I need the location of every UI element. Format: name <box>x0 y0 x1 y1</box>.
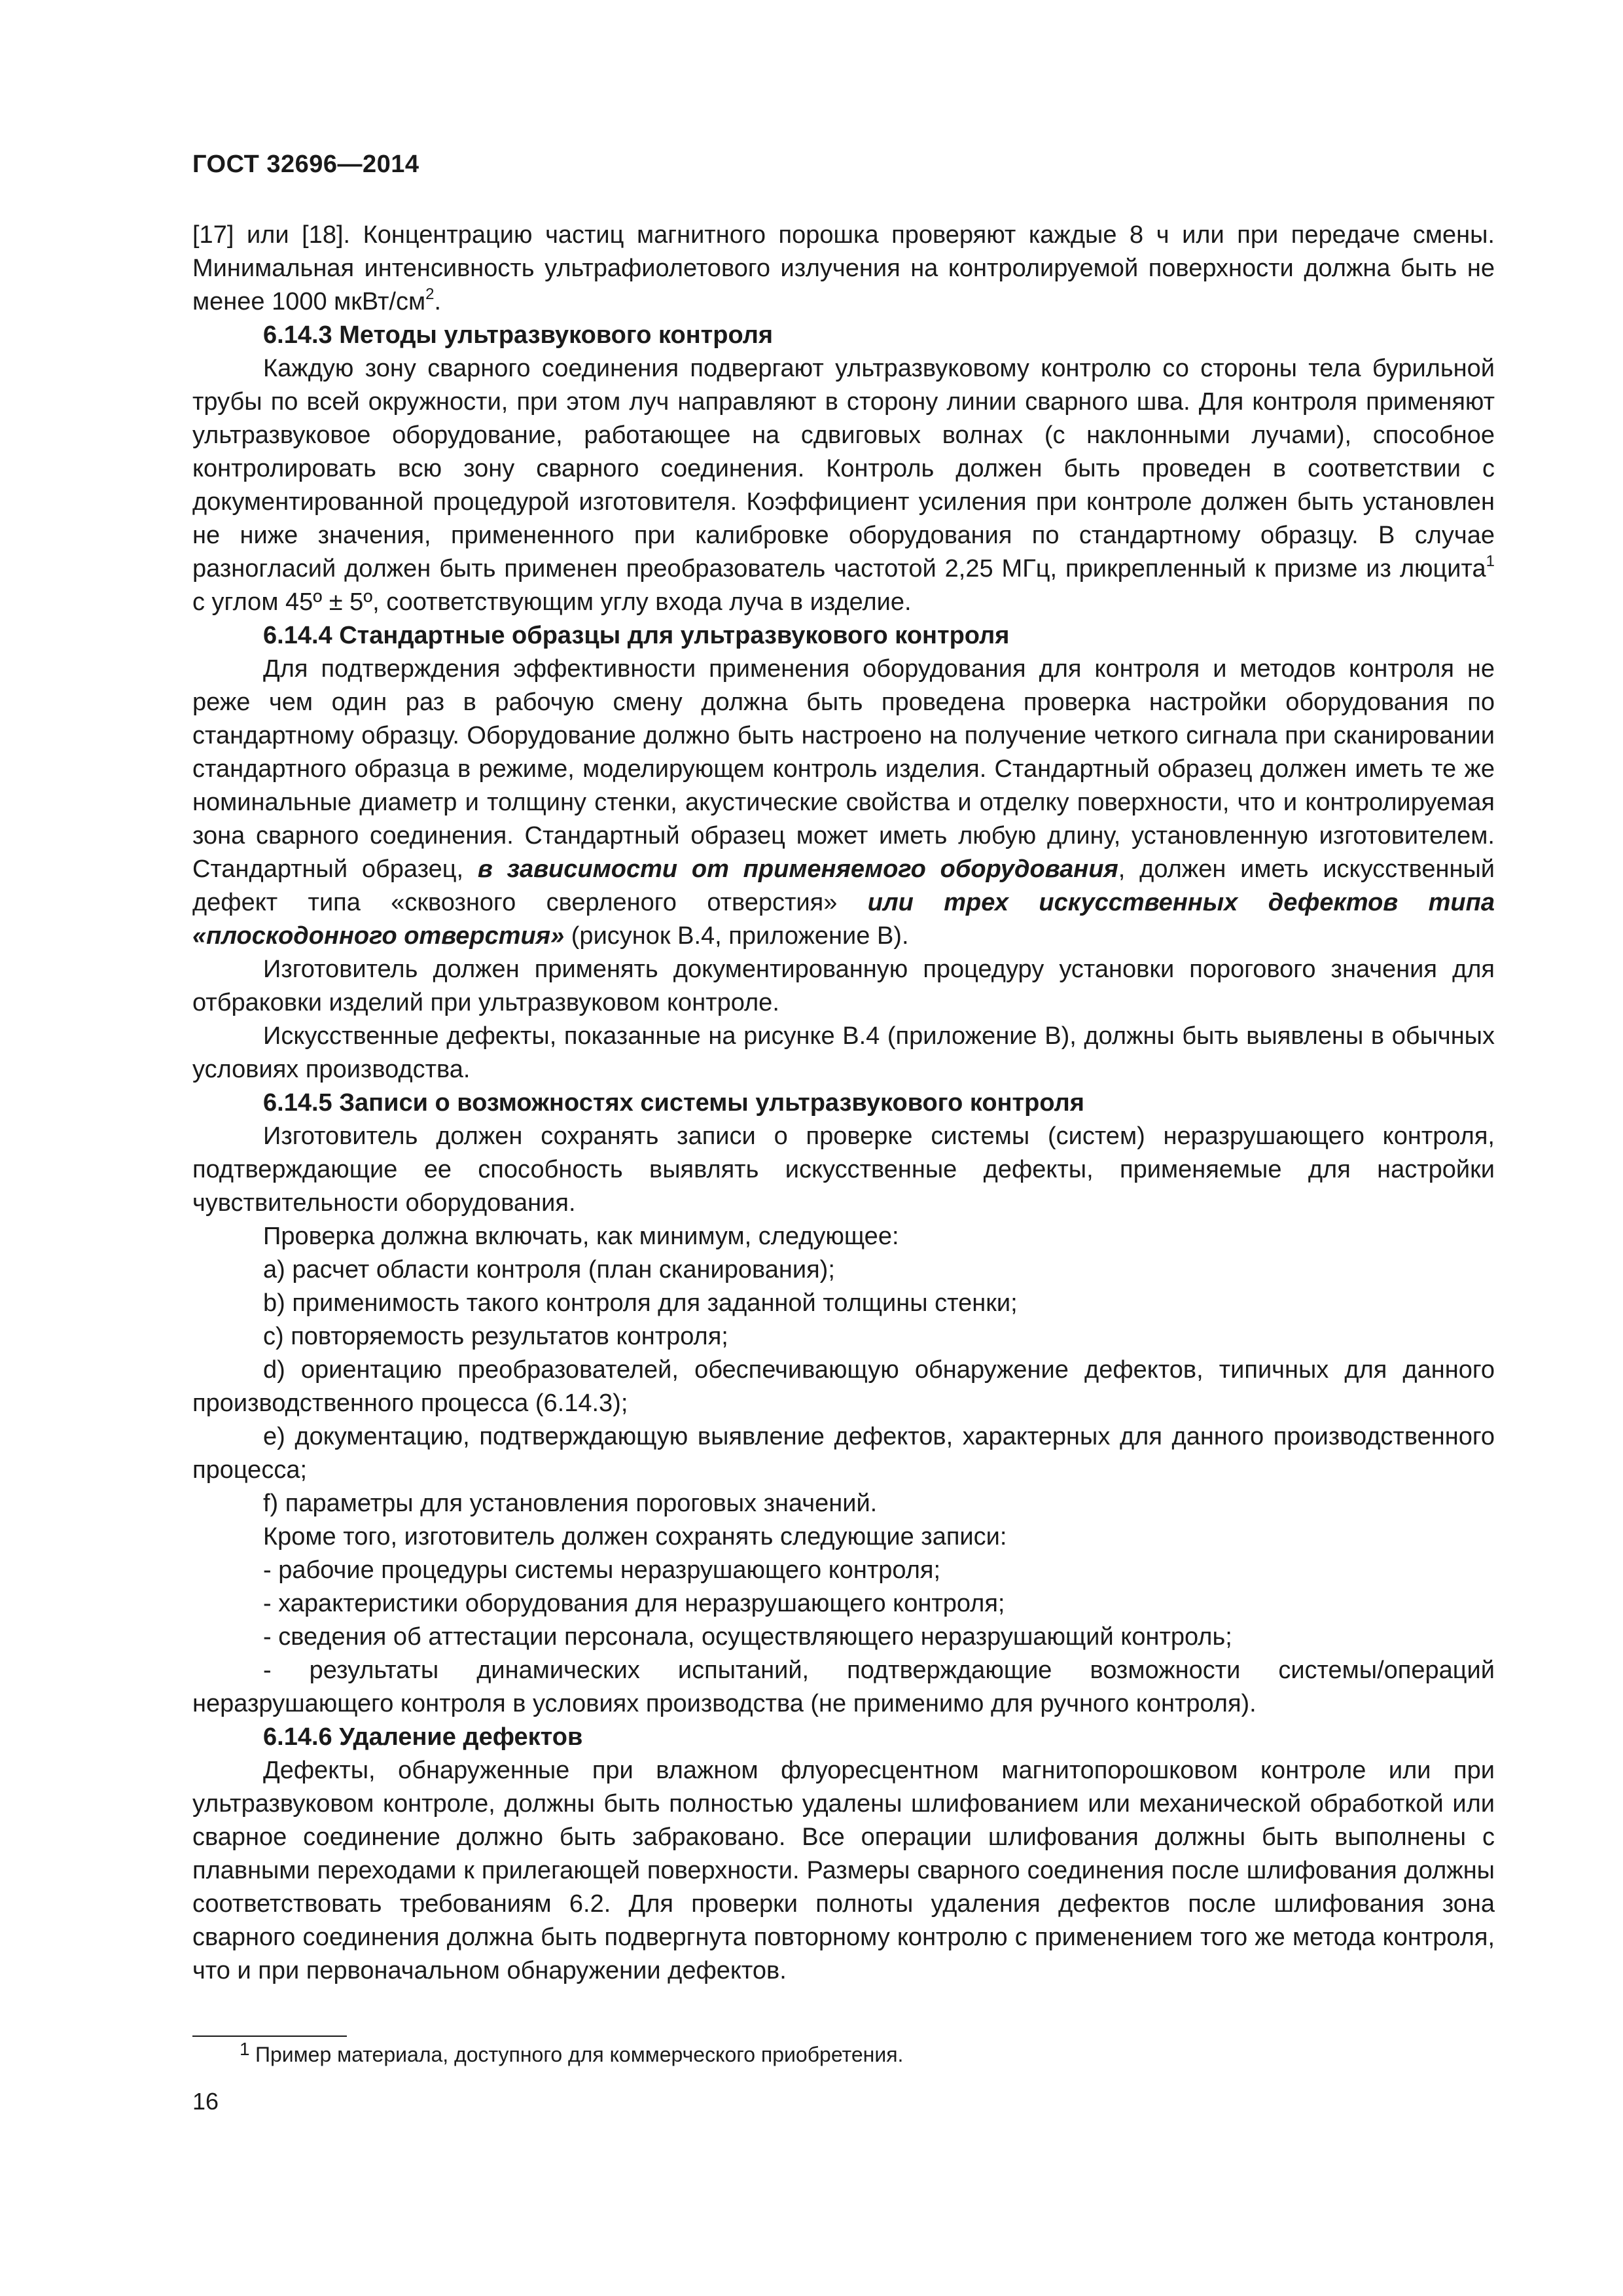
list-item: d) ориентацию преобразователей, обеспечивающую обнаружение дефектов, типичных для данного производственного процесса (6.14.3); <box>192 1356 1495 1417</box>
section-heading-6-14-6: 6.14.6 Удаление дефектов <box>263 1723 583 1751</box>
footnote-text: Пример материала, доступного для коммерческого приобретения. <box>255 2043 904 2066</box>
superscript: 2 <box>425 285 435 304</box>
emphasis: в зависимости от применяемого оборудования <box>477 855 1118 883</box>
dash-list-item: - рабочие процедуры системы неразрушающего контроля; <box>263 1556 941 1584</box>
list-item: f) параметры для установления пороговых значений. <box>263 1490 878 1517</box>
dash-list-item: - сведения об аттестации персонала, осуществляющего неразрушающий контроль; <box>263 1623 1232 1651</box>
paragraph: Для подтверждения эффективности применения оборудования для контроля и методов контроля не реже чем один раз в рабочую смену должна быть проведена проверка настройки оборудования по стандартному образцу. Оборудование должно быть настроено на получение четкого сигнала при сканировании стандартного образца в режиме, моделирующем контроль изделия. Стандартный образец должен иметь те же номинальные диаметр и толщину стенки, акустические свойства и отделку поверхности, что и контролируемая зона сварного соединения. Стандартный образец может иметь любую длину, установленную изготовителем. Стандартный образец, в зависимости от применяемого оборудования, должен иметь искусственный дефект типа «сквозного сверленого отверстия» или трех искусственных дефектов типа «плоскодонного отверстия» (рисунок В.4, приложение В). <box>192 655 1495 950</box>
footnote-reference: 1 <box>1486 552 1495 571</box>
emphasis: или трех искусственных дефектов типа «плоскодонного отверстия» <box>192 889 1495 950</box>
paragraph: Каждую зону сварного соединения подвергают ультразвуковому контролю со стороны тела бурильной трубы по всей окружности, при этом луч направляют в сторону линии сварного шва. Для контроля применяют ультразвуковое оборудование, работающее на сдвиговых волнах (с наклонными лучами), способное контролировать всю зону сварного соединения. Контроль должен быть проведен в соответствии с документированной процедурой изготовителя. Коэффициент усиления при контроле должен быть установлен не ниже значения, примененного при калибровке оборудования по стандартному образцу. В случае разногласий должен быть применен преобразователь частотой 2,25 МГц, прикрепленный к призме из люцита$^1$ с углом 45º ± 5º, соответствующим углу входа луча в изделие. <box>192 355 1495 616</box>
paragraph: Проверка должна включать, как минимум, следующее: <box>263 1223 899 1250</box>
footnote-mark: 1 <box>240 2039 250 2059</box>
footnote-divider <box>192 2036 347 2037</box>
section-heading-6-14-3: 6.14.3 Методы ультразвукового контроля <box>263 321 774 349</box>
list-item: b) применимость такого контроля для заданной толщины стенки; <box>263 1289 1018 1317</box>
list-item: c) повторяемость результатов контроля; <box>263 1323 728 1350</box>
dash-list-item: - результаты динамических испытаний, подтверждающие возможности системы/операций неразрушающего контроля в условиях производства (не применимо для ручного контроля). <box>192 1657 1495 1717</box>
paragraph: Искусственные дефекты, показанные на рисунке В.4 (приложение В), должны быть выявлены в обычных условиях производства. <box>192 1022 1495 1083</box>
section-heading-6-14-4: 6.14.4 Стандартные образцы для ультразвукового контроля <box>263 622 1010 649</box>
section-heading-6-14-5: 6.14.5 Записи о возможностях системы ультразвукового контроля <box>263 1089 1084 1117</box>
paragraph: Дефекты, обнаруженные при влажном флуоресцентном магнитопорошковом контроле или при ультразвуковом контроле, должны быть полностью удалены шлифованием или механической обработкой или сварное соединение должно быть забраковано. Все операции шлифования должны быть выполнены с плавными переходами к прилегающей поверхности. Размеры сварного соединения после шлифования должны соответствовать требованиям 6.2. Для проверки полноты удаления дефектов после шлифования зона сварного соединения должна быть подвергнута повторному контролю с применением того же метода контроля, что и при первоначальном обнаружении дефектов. <box>192 1757 1495 1984</box>
footnote <box>240 2039 1486 2068</box>
dash-list-item: - характеристики оборудования для неразрушающего контроля; <box>263 1590 1005 1617</box>
paragraph: Изготовитель должен применять документированную процедуру установки порогового значения для отбраковки изделий при ультразвуковом контроле. <box>192 956 1495 1016</box>
paragraph: [17] или [18]. Концентрацию частиц магнитного порошка проверяют каждые 8 ч или при передаче смены. Минимальная интенсивность ультрафиолетового излучения на контролируемой поверхности должна быть не менее 1000 мкВт/$см^2$. <box>192 221 1495 315</box>
body-text <box>192 219 1495 1988</box>
standard-id: ГОСТ 32696—2014 <box>192 151 419 178</box>
list-item: a) расчет области контроля (план сканирования); <box>263 1256 835 1283</box>
paragraph: Изготовитель должен сохранять записи о проверке системы (систем) неразрушающего контроля, подтверждающие ее способность выявлять искусственные дефекты, применяемые для настройки чувствительности оборудования. <box>192 1122 1495 1217</box>
paragraph: Кроме того, изготовитель должен сохранять следующие записи: <box>263 1523 1007 1551</box>
list-item: e) документацию, подтверждающую выявление дефектов, характерных для данного производственного процесса; <box>192 1423 1495 1484</box>
page-number: 16 <box>192 2088 219 2115</box>
